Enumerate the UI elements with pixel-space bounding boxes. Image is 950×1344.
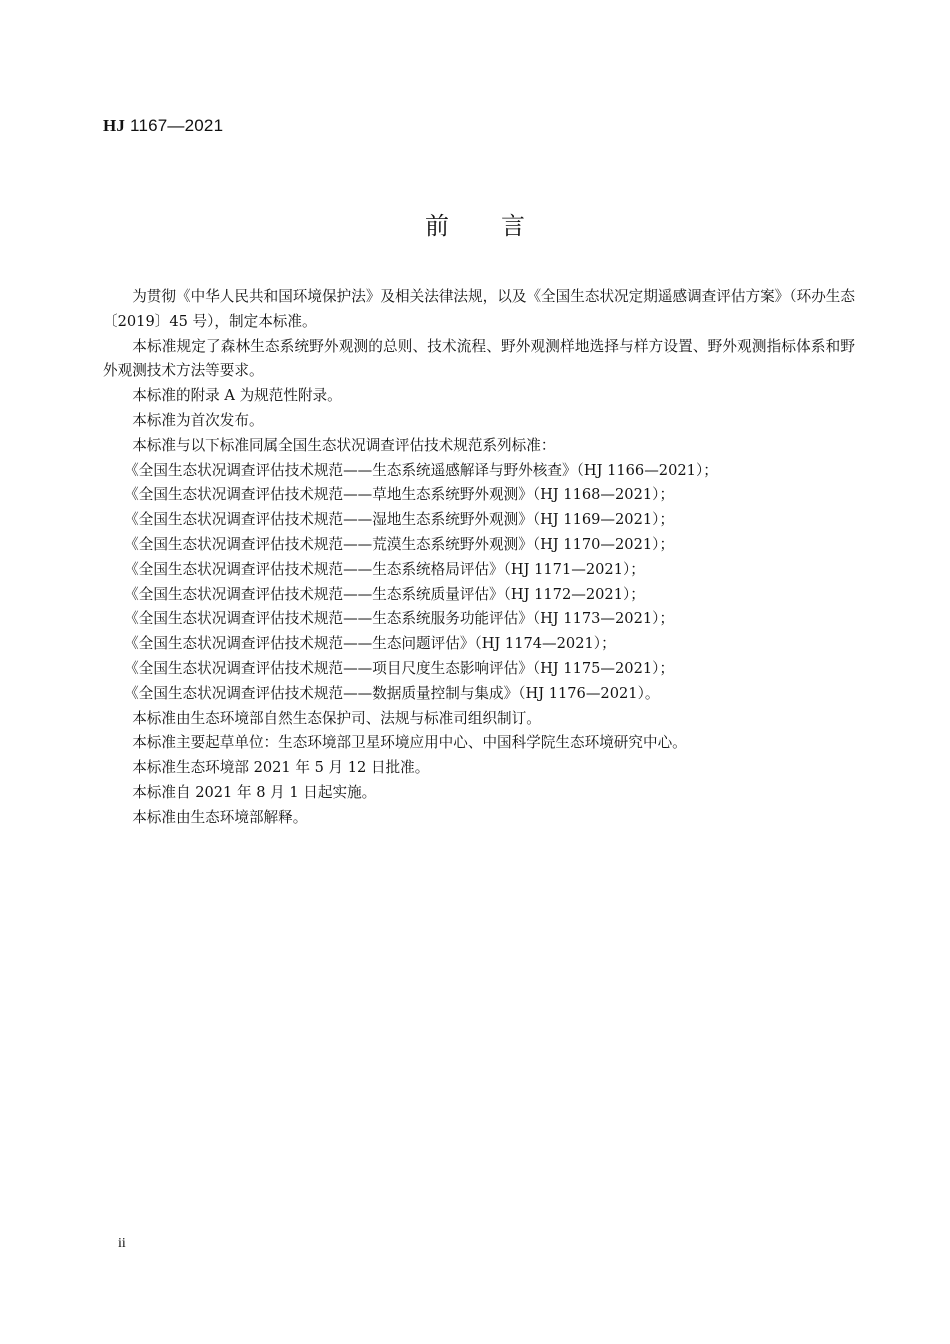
title-char-2: 言 — [501, 212, 525, 240]
page-title — [0, 206, 950, 241]
reference-item: 《全国生态状况调查评估技术规范——生态系统格局评估》（HJ 1171—2021）； — [124, 560, 645, 578]
paragraph-purpose: 为贯彻《中华人民共和国环境保护法》及相关法律法规，以及《全国生态状况定期遥感调查评估方案》（环办生态〔2019〕45 号），制定本标准。 — [103, 288, 855, 330]
reference-item: 《全国生态状况调查评估技术规范——项目尺度生态影响评估》（HJ 1175—2021）； — [124, 659, 675, 677]
paragraph-organizer: 本标准由生态环境部自然生态保护司、法规与标准司组织制订。 — [132, 709, 541, 727]
standard-code-prefix: HJ — [103, 116, 126, 135]
paragraph-interpretation: 本标准由生态环境部解释。 — [132, 808, 308, 826]
standard-code — [103, 116, 223, 136]
reference-item: 《全国生态状况调查评估技术规范——数据质量控制与集成》（HJ 1176—2021）。 — [124, 684, 660, 702]
paragraph-approval: 本标准生态环境部 2021 年 5 月 12 日批准。 — [132, 759, 430, 777]
reference-item: 《全国生态状况调查评估技术规范——生态问题评估》（HJ 1174—2021）； — [124, 635, 616, 653]
paragraph-first-release: 本标准为首次发布。 — [132, 411, 264, 429]
paragraph-appendix: 本标准的附录 A 为规范性附录。 — [132, 387, 342, 405]
page-number: ii — [118, 1236, 126, 1251]
reference-item: 《全国生态状况调查评估技术规范——生态系统质量评估》（HJ 1172—2021）； — [124, 585, 645, 603]
title-char-1: 前 — [425, 212, 449, 240]
foreword-body — [103, 285, 855, 831]
reference-item: 《全国生态状况调查评估技术规范——湿地生态系统野外观测》（HJ 1169—2021）； — [124, 511, 675, 529]
reference-item: 《全国生态状况调查评估技术规范——生态系统遥感解译与野外核查》（HJ 1166—2021）； — [124, 461, 718, 479]
reference-item: 《全国生态状况调查评估技术规范——生态系统服务功能评估》（HJ 1173—2021）； — [124, 610, 675, 628]
paragraph-series: 本标准与以下标准同属全国生态状况调查评估技术规范系列标准： — [132, 436, 556, 454]
paragraph-scope: 本标准规定了森林生态系统野外观测的总则、技术流程、野外观测样地选择与样方设置、野外观测指标体系和野外观测技术方法等要求。 — [103, 337, 855, 380]
reference-item: 《全国生态状况调查评估技术规范——草地生态系统野外观测》（HJ 1168—2021）； — [124, 486, 675, 504]
standard-code-number: 1167—2021 — [125, 116, 224, 135]
paragraph-drafters: 本标准主要起草单位：生态环境部卫星环境应用中心、中国科学院生态环境研究中心。 — [132, 734, 687, 752]
paragraph-effective-date: 本标准自 2021 年 8 月 1 日起实施。 — [132, 783, 377, 801]
reference-item: 《全国生态状况调查评估技术规范——荒漠生态系统野外观测》（HJ 1170—2021）； — [124, 535, 675, 553]
